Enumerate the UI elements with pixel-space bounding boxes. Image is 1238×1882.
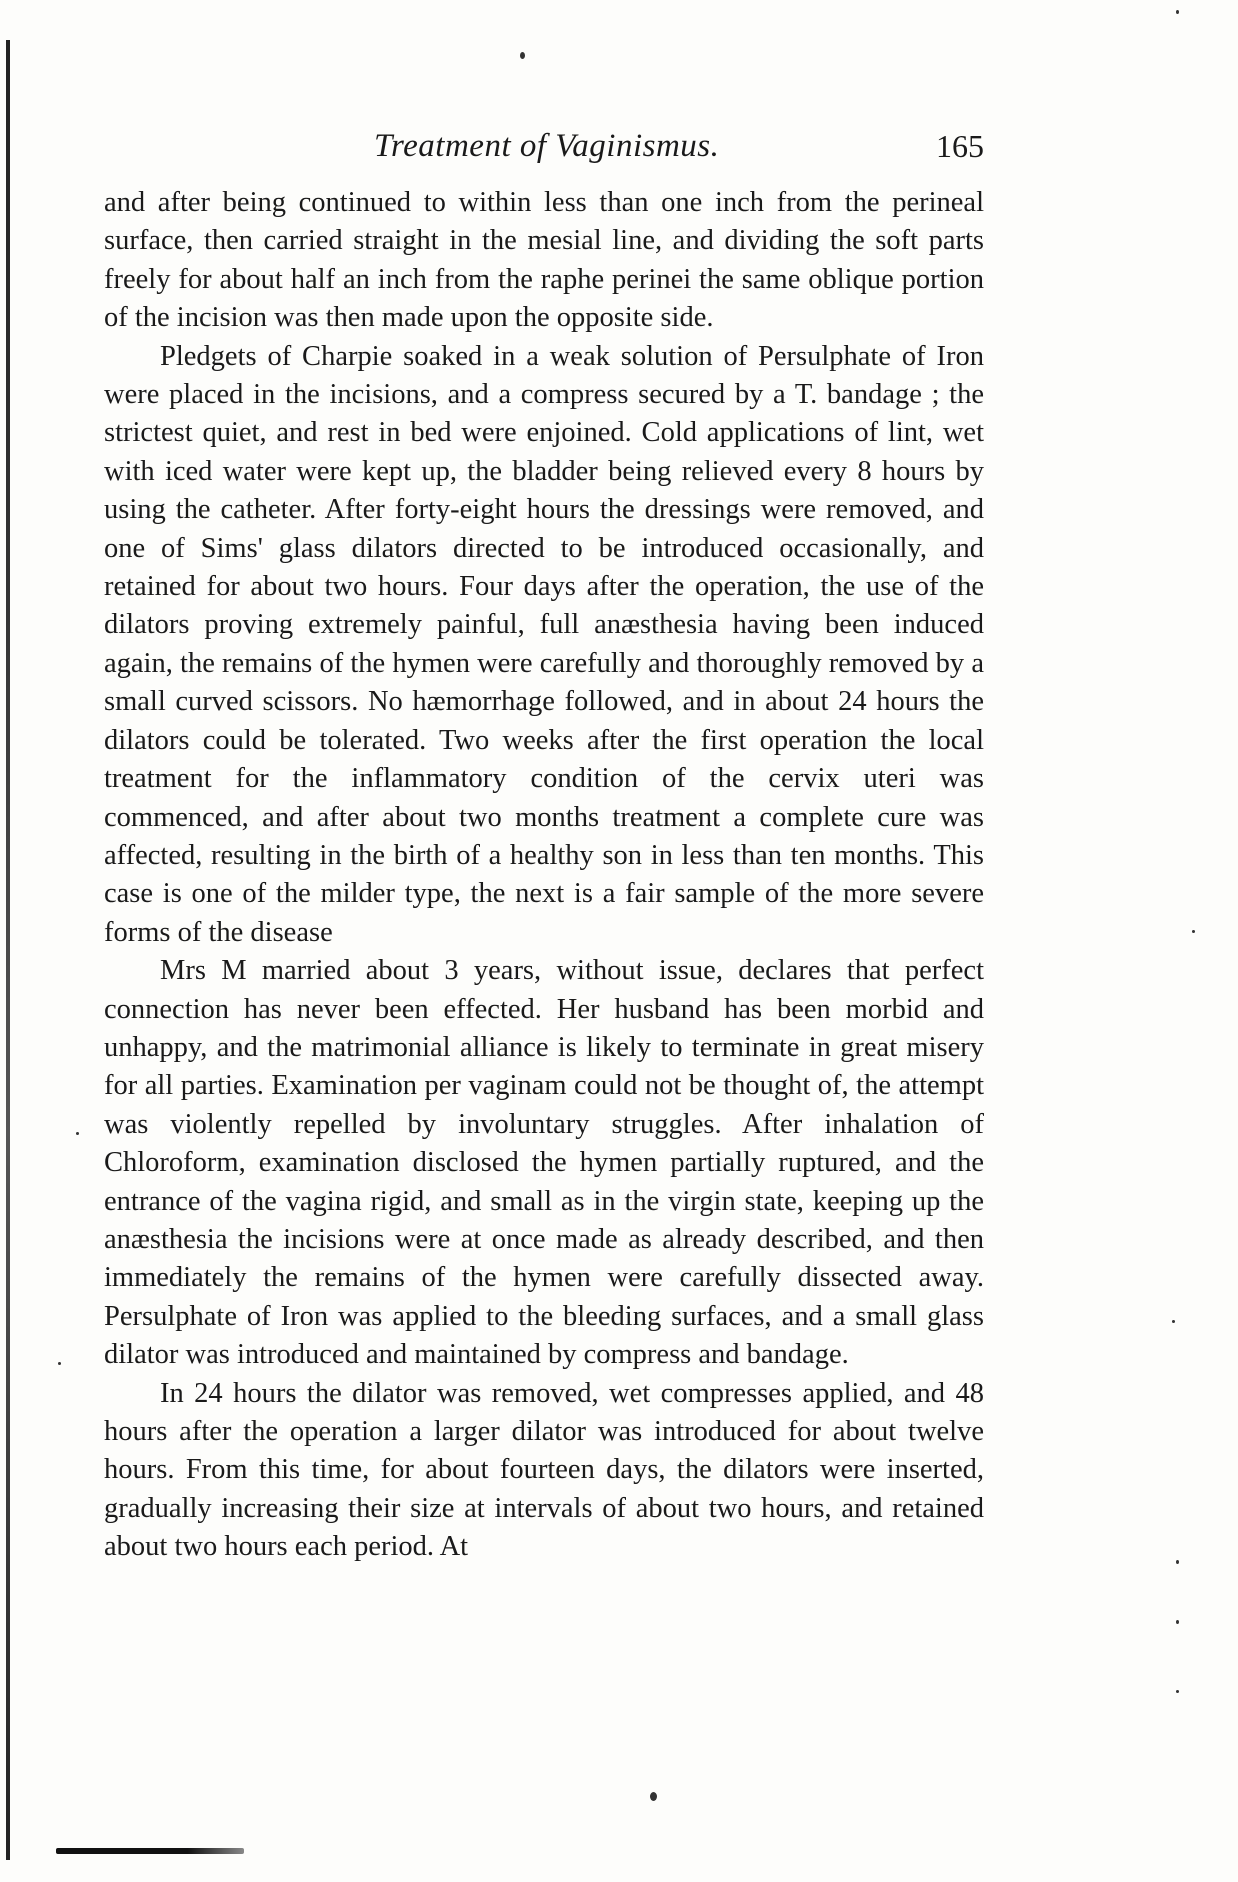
ink-speck [1176,1620,1179,1624]
ink-speck [1176,1560,1179,1564]
paragraph-first-case: Pledgets of Charpie soaked in a weak solution of Persulphate of Iron were placed in the incisions, and a compress secured by a T. bandage ; the strictest quiet, and rest in bed were enjoined. Cold applications of lint, wet with iced water were kept up, the bladder being relieved every 8 hours by using the catheter. After forty-eight hours the dressings were removed, and one of Sims' glass dilators directed to be introduced occasionally, and retained for about two hours. Four days after the operation, the use of the dilators proving extremely painful, full anæsthesia having been induced again, the remains of the hymen were carefully and thoroughly removed by a small curved scissors. No hæmorrhage followed, and in about 24 hours the dilators could be tolerated. Two weeks after the first operation the local treatment for the inflammatory condition of the cervix uteri was commenced, and after about two months treatment a complete cure was affected, resulting in the birth of a healthy son in less than ten months. This case is one of the milder type, the next is a fair sample of the more severe forms of the disease [104,340,984,948]
page-header [104,128,984,168]
ink-speck [520,52,525,59]
ink-speck [1176,1690,1179,1693]
paragraph-second-case: Mrs M married about 3 years, without issue, declares that perfect connection has never been effected. Her husband has been morbid and unhappy, and the matrimonial alliance is likely to terminate in great misery for all parties. Examination per vaginam could not be thought of, the attempt was violently repelled by involuntary struggles. After inhalation of Chloroform, examination disclosed the hymen partially ruptured, and the entrance of the vagina rigid, and small as in the virgin state, keeping up the anæsthesia the incisions were at once made as already described, and then immediately the remains of the hymen were carefully dissected away. Persulphate of Iron was applied to the bleeding surfaces, and a small glass dilator was introduced and maintained by compress and bandage. [104,955,984,1371]
ink-speck [1176,10,1179,14]
paragraph-aftercare: In 24 hours the dilator was removed, wet compresses applied, and 48 hours after the operation a larger dilator was introduced for about twelve hours. From this time, for about fourteen days, the dilators were inserted, gradually increasing their size at intervals of about two hours, and retained about two hours each period. At [104,1377,984,1563]
body-text [104,184,984,1567]
binding-edge [6,40,10,1860]
ink-speck [650,1792,657,1801]
running-head: Treatment of Vaginismus. [374,128,720,164]
paragraph-continuation: and after being continued to within less than one inch from the perineal surface, then carried straight in the mesial line, and dividing the soft parts freely for about half an inch from the raphe perinei the same oblique portion of the incision was then made upon the opposite side. [104,187,984,334]
page-number: 165 [936,128,984,164]
bottom-scan-artifact [56,1848,244,1854]
ink-speck [1192,930,1195,933]
ink-speck [58,1362,61,1365]
ink-speck [76,1132,79,1135]
ink-speck [1172,1320,1175,1323]
